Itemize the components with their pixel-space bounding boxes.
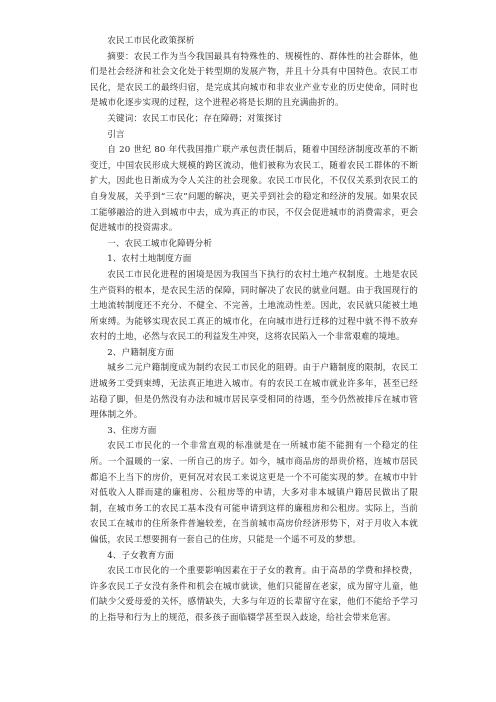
section-1-heading: 一、农民工城市化障碍分析 [107, 238, 213, 249]
subsection-3-heading: 3、住房方面 [107, 425, 157, 436]
subsection-4-paragraph: 农民工市民化的一个重要影响因素在于子女的教育。由于高昂的学费和择校费，许多农民工子女没有条件和机会在城市就读，他们只能留在老家，成为留守儿童，他们缺少父爱母爱的关怀，感情缺失，大多与年迈的长辈留守在家，他们不能给予学习的上指导和行为上的规范，很多孩子面临辍学甚至误入歧途，给社会带来危害。 [90, 566, 418, 623]
subsection-2-paragraph: 城乡二元户籍制度成为制约农民工市民化的阻碍。由于户籍制度的限制，农民工进城务工受到束缚，无法真正地进入城市。有的农民工在城市就业许多年，甚至已经站稳了脚，但是仍然没有办法和城市居民享受相同的待遇，至今仍然被排斥在城市管理体制之外。 [90, 363, 418, 421]
abstract-paragraph: 摘要：农民工作为当今我国最具有特殊性的、规模性的、群体性的社会群体，他们是社会经济和社会文化处于转型期的发展产物，并且十分具有中国特色。农民工市民化，是农民工的最终归宿，是完成其向城市和非农业产业专业的历史使命，同时也是城市化逐步实现的过程，这个进程必将是长期的且充满曲折的。 [90, 51, 418, 109]
subsection-1-paragraph: 农民工市民化进程的困境是因为我国当下执行的农村土地产权制度。土地是农民生产资料的根本，是农民生活的保障，同时解决了农民的就业问题。由于我国现行的土地流转制度还不充分、不健全、不完善，土地流动性差。因此，农民就只能被土地所束缚。为能够实现农民工真正的城市化，在向城市进行迁移的过程中就不得不放弃农村的土地，必然与农民工的利益发生冲突，这将农民陷入一个非常艰难的境地。 [90, 269, 418, 343]
subsection-3-paragraph: 农民工市民化的一个非常直观的标准就是在一所城市能不能拥有一个稳定的住所。一个温暖的一家、一所自己的房子。如今，城市商品房的昂贵价格，连城市居民都追不上当下的房价，更何况对农民工来说这更是一个不可能实现的梦。在城市中针对低收入人群而建的廉租房、公租房等的申请，大多对非本城镇户籍居民做出了限制，在城市务工的农民工基本没有可能申请到这样的廉租房和公租房。实际上，当前农民工在城市的住所条件普遍较差，在当前城市高房价经济形势下，对于月收入本就偏低，农民工想要拥有一套自己的住房，只能是一个遥不可及的梦想。 [90, 441, 418, 545]
intro-paragraph: 自 20 世纪 80 年代我国推广联产承包责任制后，随着中国经济制度改革的不断变迁，中国农民形成大规模的跨区流动，他们被称为农民工，随着农民工群体的不断扩大，因此也日渐成为令人关注的社会现象。农民工市民化，不仅仅关系到农民工的自身发展，关乎到“三农”问题的解决，更关乎到社会的稳定和经济的发展。如果农民工能够融洽的进入到城市中去，成为真正的市民，不仅会促进城市的消费需求，更会促进城市的投资需求。 [90, 145, 418, 234]
document-title: 农民工市民化政策探析 [107, 36, 195, 46]
subsection-1-heading: 1、农村土地制度方面 [107, 254, 192, 265]
subsection-2-heading: 2、户籍制度方面 [107, 347, 175, 358]
document-body [90, 34, 418, 627]
intro-heading: 引言 [107, 129, 125, 140]
keywords-line: 关键词：农民工市民化；存在障碍；对策探讨 [107, 113, 283, 124]
subsection-4-heading: 4、子女教育方面 [107, 550, 175, 561]
